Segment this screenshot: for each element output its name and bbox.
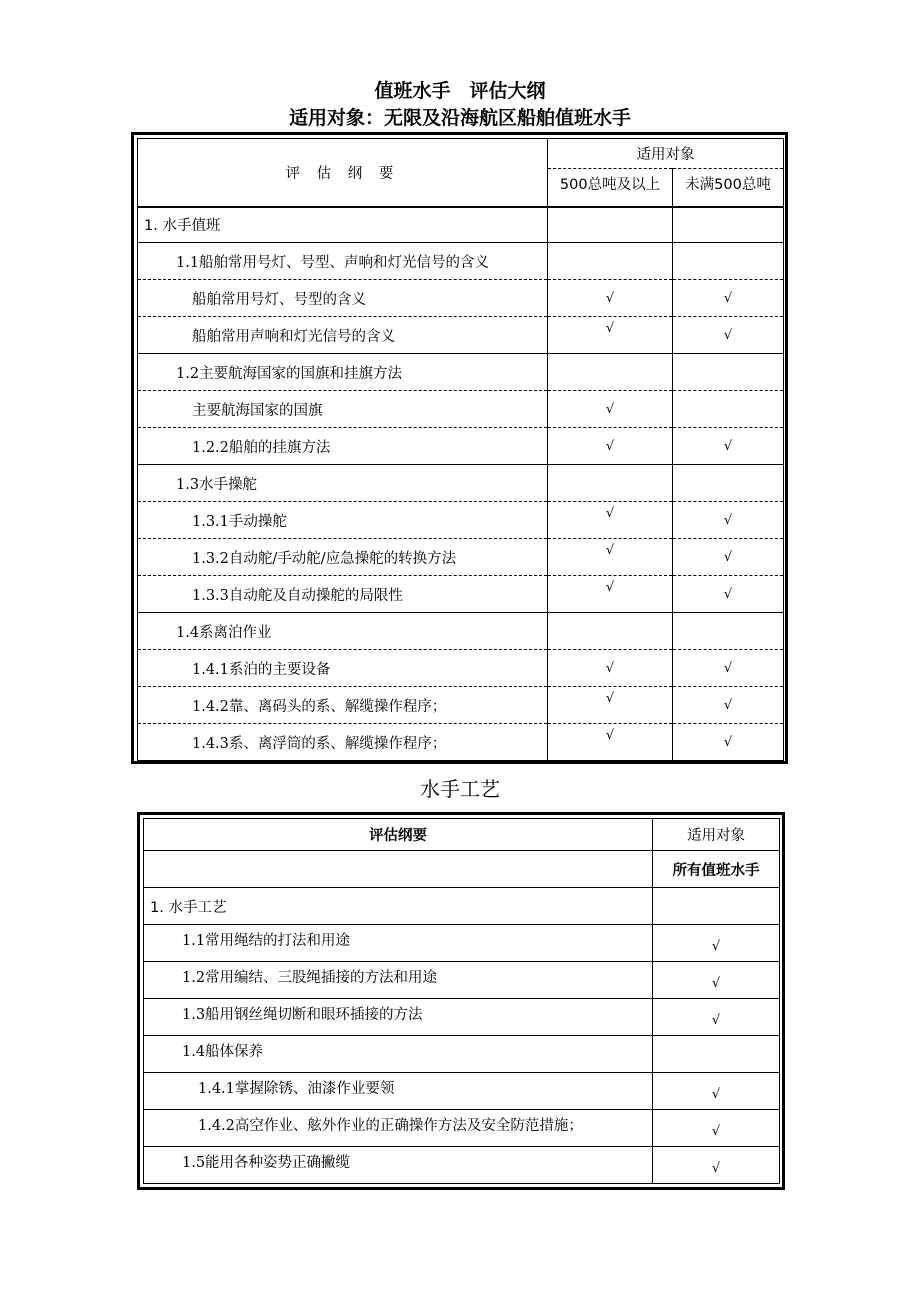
check-mark [548,243,673,280]
assessment-table-watch [137,138,784,761]
check-mark: √ [673,539,784,576]
table-row: 1.2常用编结、三股绳插接的方法和用途 √ [144,962,780,999]
check-mark [548,465,673,502]
check-mark [548,613,673,650]
table-row: 1.4.3系、离浮筒的系、解缆操作程序； √ √ [138,724,784,761]
document-title: 值班水手 评估大纲 [374,80,546,102]
table-row: 1.5能用各种姿势正确撇缆 √ [144,1147,780,1184]
section-title-seamanship: 水手工艺 [420,777,500,801]
table-row: 1.1常用绳结的打法和用途 √ [144,925,780,962]
table-row: 1.4.2高空作业、舷外作业的正确操作方法及安全防范措施； √ [144,1110,780,1147]
check-mark: √ [673,687,784,724]
document-subtitle: 适用对象：无限及沿海航区船舶值班水手 [288,107,631,129]
header-col-under-500: 未满500总吨 [673,169,784,207]
check-mark: √ [653,925,780,962]
check-mark: √ [548,317,673,354]
assessment-table-seamanship [143,818,780,1184]
check-mark [653,888,780,925]
table-row: 1. 水手值班 [138,207,784,243]
check-mark: √ [548,650,673,687]
table-row: 船舶常用声响和灯光信号的含义 √ √ [138,317,784,354]
check-mark [653,1036,780,1073]
check-mark [673,391,784,428]
check-mark: √ [673,724,784,761]
check-mark [673,465,784,502]
table-row: 1.4.1掌握除锈、油漆作业要领 √ [144,1073,780,1110]
header-outline: 评估纲要 [144,819,653,851]
table-row: 1.4系离泊作业 [138,613,784,650]
check-mark: √ [653,962,780,999]
check-mark: √ [548,428,673,465]
check-mark: √ [548,391,673,428]
header-blank [144,851,653,888]
header-col-500-and-above: 500总吨及以上 [548,169,673,207]
check-mark: √ [548,502,673,539]
check-mark: √ [673,280,784,317]
table-row: 1.2.2船舶的挂旗方法 √ √ [138,428,784,465]
check-mark [673,613,784,650]
header-target: 适用对象 [653,819,780,851]
header-outline: 评 估 纲 要 [138,139,548,207]
table-row: 1. 水手工艺 [144,888,780,925]
table-row: 主要航海国家的国旗 √ [138,391,784,428]
check-mark [673,243,784,280]
table-row: 船舶常用号灯、号型的含义 √ √ [138,280,784,317]
check-mark [673,207,784,243]
table-row: 1.3水手操舵 [138,465,784,502]
header-col-all-watch-seamen: 所有值班水手 [653,851,780,888]
table-row: 1.4船体保养 [144,1036,780,1073]
table-row: 1.3.3自动舵及自动操舵的局限性 √ √ [138,576,784,613]
check-mark: √ [548,539,673,576]
check-mark: √ [548,280,673,317]
check-mark [548,207,673,243]
header-target: 适用对象 [548,139,784,169]
table-row: 1.3.1手动操舵 √ √ [138,502,784,539]
check-mark: √ [673,502,784,539]
check-mark: √ [673,650,784,687]
check-mark: √ [653,1147,780,1184]
check-mark: √ [548,724,673,761]
table-row: 1.4.2靠、离码头的系、解缆操作程序； √ √ [138,687,784,724]
check-mark: √ [548,576,673,613]
table-row: 1.2主要航海国家的国旗和挂旗方法 [138,354,784,391]
check-mark: √ [653,1073,780,1110]
check-mark: √ [548,687,673,724]
table-row: 1.3.2自动舵/手动舵/应急操舵的转换方法 √ √ [138,539,784,576]
check-mark: √ [673,317,784,354]
check-mark: √ [673,576,784,613]
check-mark: √ [653,999,780,1036]
table-row: 1.4.1系泊的主要设备 √ √ [138,650,784,687]
table-row: 1.3船用钢丝绳切断和眼环插接的方法 √ [144,999,780,1036]
check-mark [673,354,784,391]
check-mark: √ [653,1110,780,1147]
check-mark [548,354,673,391]
check-mark: √ [673,428,784,465]
table-row: 1.1船舶常用号灯、号型、声响和灯光信号的含义 [138,243,784,280]
